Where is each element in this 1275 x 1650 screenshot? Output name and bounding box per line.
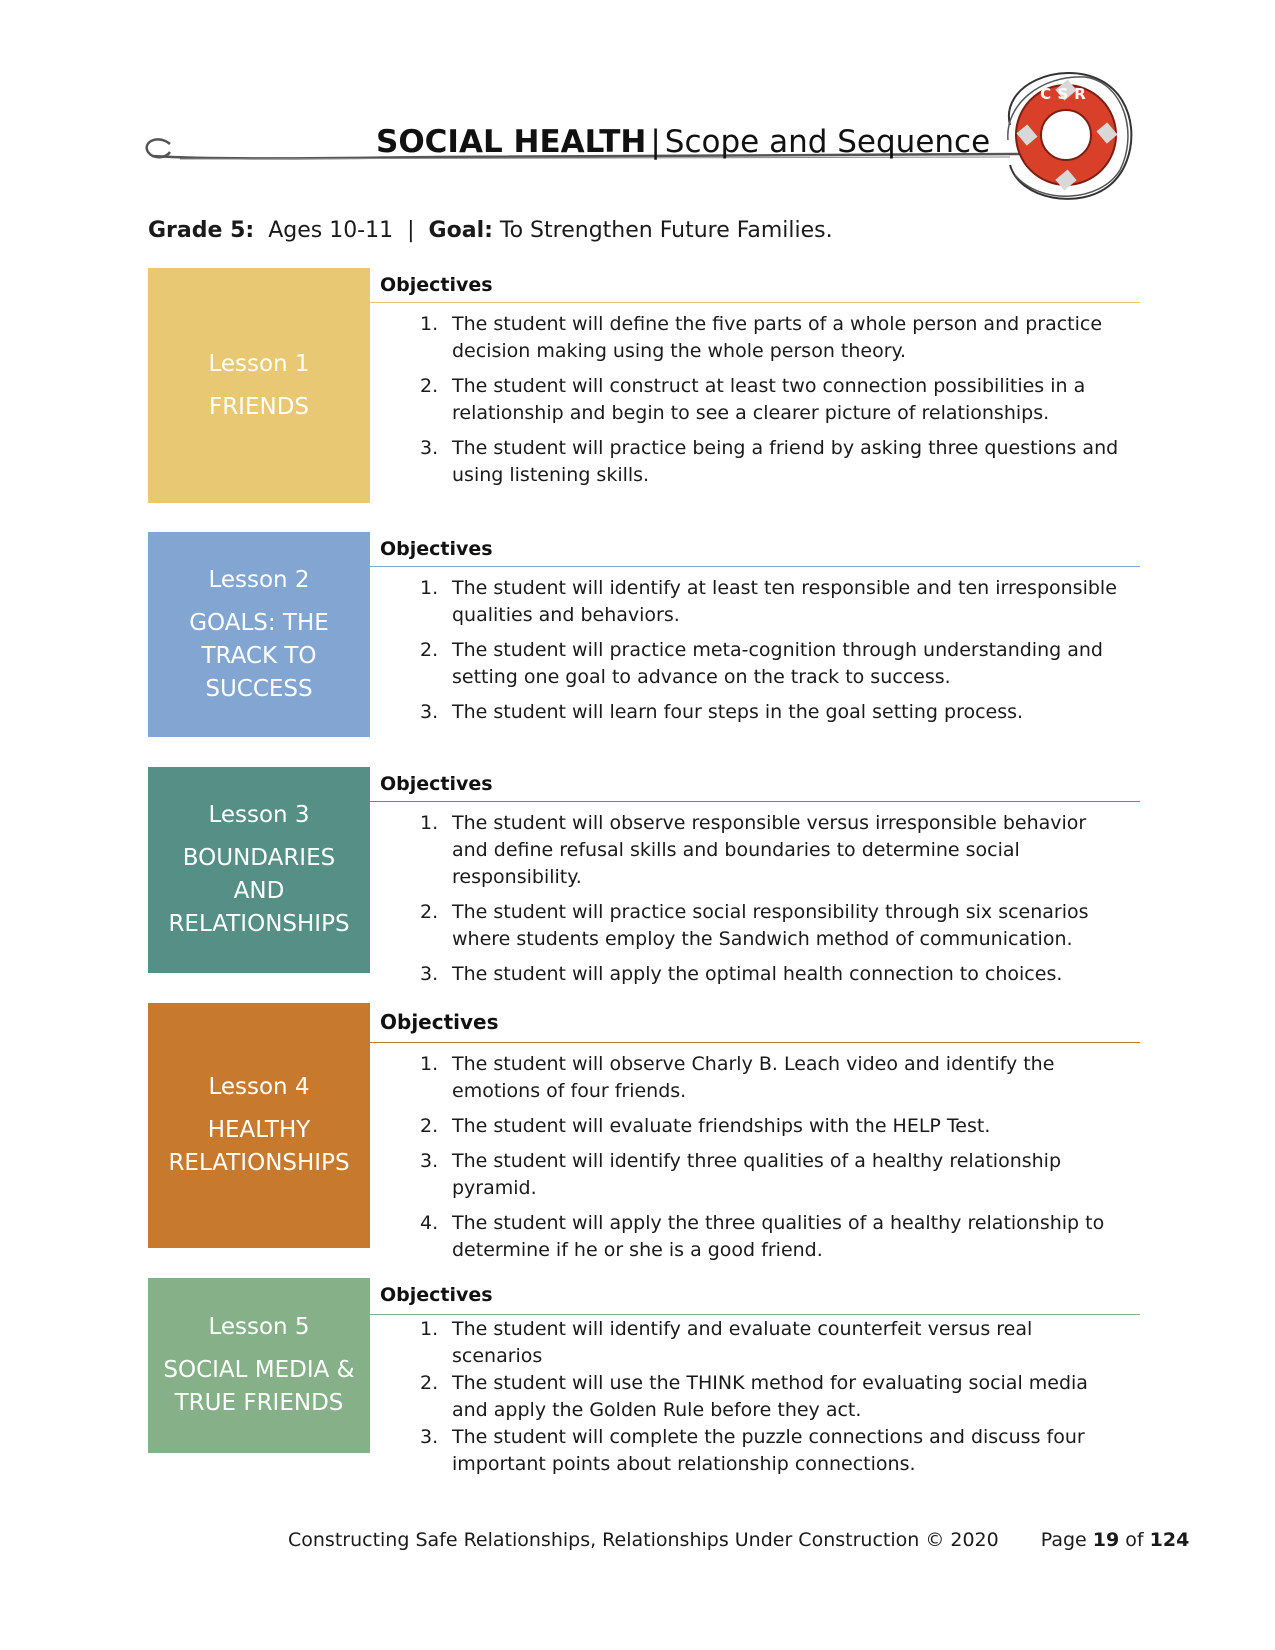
objective-item xyxy=(370,311,1140,365)
page-total: 124 xyxy=(1149,1529,1190,1551)
footer-copyright: Constructing Safe Relationships, Relationships Under Construction © 2020 xyxy=(288,1529,999,1551)
grade-goal-line xyxy=(148,216,833,246)
objective-text: The student will observe Charly B. Leach video and identify the emotions of four friends. xyxy=(452,1053,1055,1102)
objective-item xyxy=(370,810,1140,891)
objective-text: The student will identify three qualities of a healthy relationship pyramid. xyxy=(452,1150,1062,1199)
lesson-number: Lesson 4 xyxy=(208,1074,310,1100)
objectives-column xyxy=(370,1278,1140,1478)
objectives-heading: Objectives xyxy=(370,532,1140,567)
objective-number: 2. xyxy=(420,1372,439,1394)
goal-label: Goal: xyxy=(428,218,493,243)
objectives-column xyxy=(370,268,1140,489)
objective-number: 1. xyxy=(420,313,439,335)
objective-item xyxy=(370,1424,1140,1478)
lesson-3-section xyxy=(148,767,1140,985)
csr-lifebuoy-logo xyxy=(990,65,1140,205)
lesson-2-section xyxy=(148,532,1140,737)
objective-number: 2. xyxy=(420,639,439,661)
lesson-5-section xyxy=(148,1278,1140,1475)
objective-item xyxy=(370,1370,1140,1424)
page-of: of xyxy=(1125,1529,1144,1551)
page-title xyxy=(376,122,990,162)
objectives-heading: Objectives xyxy=(370,767,1140,802)
objective-text: The student will define the five parts of a whole person and practice decision making using the whole person theory. xyxy=(452,313,1103,362)
objective-item xyxy=(370,435,1140,489)
objective-text: The student will learn four steps in the goal setting process. xyxy=(452,701,1024,723)
objective-text: The student will identify and evaluate counterfeit versus real scenarios xyxy=(452,1318,1033,1367)
lesson-4-section xyxy=(148,1003,1140,1261)
title-rest: Scope and Sequence xyxy=(664,124,991,160)
objective-number: 3. xyxy=(420,437,439,459)
lesson-number: Lesson 5 xyxy=(208,1314,310,1340)
objective-number: 3. xyxy=(420,1426,439,1448)
objective-text: The student will construct at least two connection possibilities in a relationship and begin to see a clearer picture of relationships. xyxy=(452,375,1086,424)
ages-text: Ages 10-11 xyxy=(268,218,394,243)
lesson-number: Lesson 3 xyxy=(208,802,310,828)
objective-number: 4. xyxy=(420,1212,439,1234)
objective-item xyxy=(370,1113,1140,1140)
objectives-list xyxy=(370,1315,1140,1478)
objective-item xyxy=(370,899,1140,953)
objective-number: 1. xyxy=(420,577,439,599)
page-number xyxy=(1041,1529,1190,1551)
lesson-5-label-box xyxy=(148,1278,370,1453)
lesson-3-label-box xyxy=(148,767,370,973)
lesson-number: Lesson 2 xyxy=(208,566,310,593)
objective-number: 1. xyxy=(420,1053,439,1075)
objective-item xyxy=(370,1148,1140,1202)
lesson-topic: SOCIAL MEDIA & TRUE FRIENDS xyxy=(163,1357,355,1416)
objective-item xyxy=(370,699,1140,726)
objective-number: 2. xyxy=(420,375,439,397)
objective-item xyxy=(370,1210,1140,1264)
objective-item xyxy=(370,575,1140,629)
objective-text: The student will apply the three qualities of a healthy relationship to determine if he or she is a good friend. xyxy=(452,1212,1105,1261)
page-label: Page xyxy=(1040,1529,1087,1551)
objective-text: The student will use the THINK method for evaluating social media and apply the Golden Rule before they act. xyxy=(452,1372,1088,1421)
lesson-topic: FRIENDS xyxy=(208,393,310,420)
page-footer xyxy=(288,1526,1189,1554)
lesson-2-label-box xyxy=(148,532,370,737)
objective-number: 2. xyxy=(420,1115,439,1137)
objectives-column xyxy=(370,1003,1140,1264)
objective-text: The student will identify at least ten responsible and ten irresponsible qualities and behaviors. xyxy=(452,577,1117,626)
objective-number: 2. xyxy=(420,901,439,923)
grade-separator: | xyxy=(407,218,415,243)
objective-item xyxy=(370,1316,1140,1370)
objective-text: The student will practice being a friend by asking three questions and using listening skills. xyxy=(452,437,1119,486)
objectives-list xyxy=(370,575,1140,726)
objectives-heading: Objectives xyxy=(370,268,1140,303)
title-separator: | xyxy=(650,124,661,160)
objective-number: 3. xyxy=(420,963,439,985)
objective-text: The student will complete the puzzle connections and discuss four important points about relationship connections. xyxy=(452,1426,1085,1475)
objectives-list xyxy=(370,810,1140,988)
objective-number: 1. xyxy=(420,812,439,834)
page-current: 19 xyxy=(1092,1529,1120,1551)
lesson-topic: GOALS: THE TRACK TO SUCCESS xyxy=(189,609,329,702)
objective-item xyxy=(370,961,1140,988)
objectives-column xyxy=(370,767,1140,988)
lesson-1-section xyxy=(148,268,1140,503)
objective-number: 1. xyxy=(420,1318,439,1340)
lesson-4-label-box xyxy=(148,1003,370,1248)
grade-label: Grade 5: xyxy=(148,218,255,243)
objective-number: 3. xyxy=(420,701,439,723)
objective-number: 3. xyxy=(420,1150,439,1172)
objective-text: The student will evaluate friendships with the HELP Test. xyxy=(452,1115,991,1137)
objectives-list xyxy=(370,1051,1140,1264)
objectives-heading: Objectives xyxy=(370,1278,1140,1315)
objectives-column xyxy=(370,532,1140,726)
objective-text: The student will observe responsible versus irresponsible behavior and define refusal skills and boundaries to determine social responsibility. xyxy=(452,812,1087,888)
objectives-list xyxy=(370,311,1140,489)
goal-text: To Strengthen Future Families. xyxy=(499,218,833,243)
objectives-heading: Objectives xyxy=(370,1003,1140,1043)
logo-text: CSR xyxy=(1040,85,1092,103)
objective-text: The student will practice meta-cognition through understanding and setting one goal to advance on the track to success. xyxy=(452,639,1103,688)
lesson-topic: HEALTHY RELATIONSHIPS xyxy=(168,1117,350,1176)
objective-text: The student will apply the optimal health connection to choices. xyxy=(452,963,1063,985)
lesson-number: Lesson 1 xyxy=(208,350,310,377)
lesson-1-label-box xyxy=(148,268,370,503)
objective-item xyxy=(370,637,1140,691)
lesson-topic: BOUNDARIES AND RELATIONSHIPS xyxy=(168,845,350,937)
objective-item xyxy=(370,1051,1140,1105)
objective-text: The student will practice social responsibility through six scenarios where students employ the Sandwich method of communication. xyxy=(452,901,1089,950)
title-strong: SOCIAL HEALTH xyxy=(376,124,647,160)
objective-item xyxy=(370,373,1140,427)
